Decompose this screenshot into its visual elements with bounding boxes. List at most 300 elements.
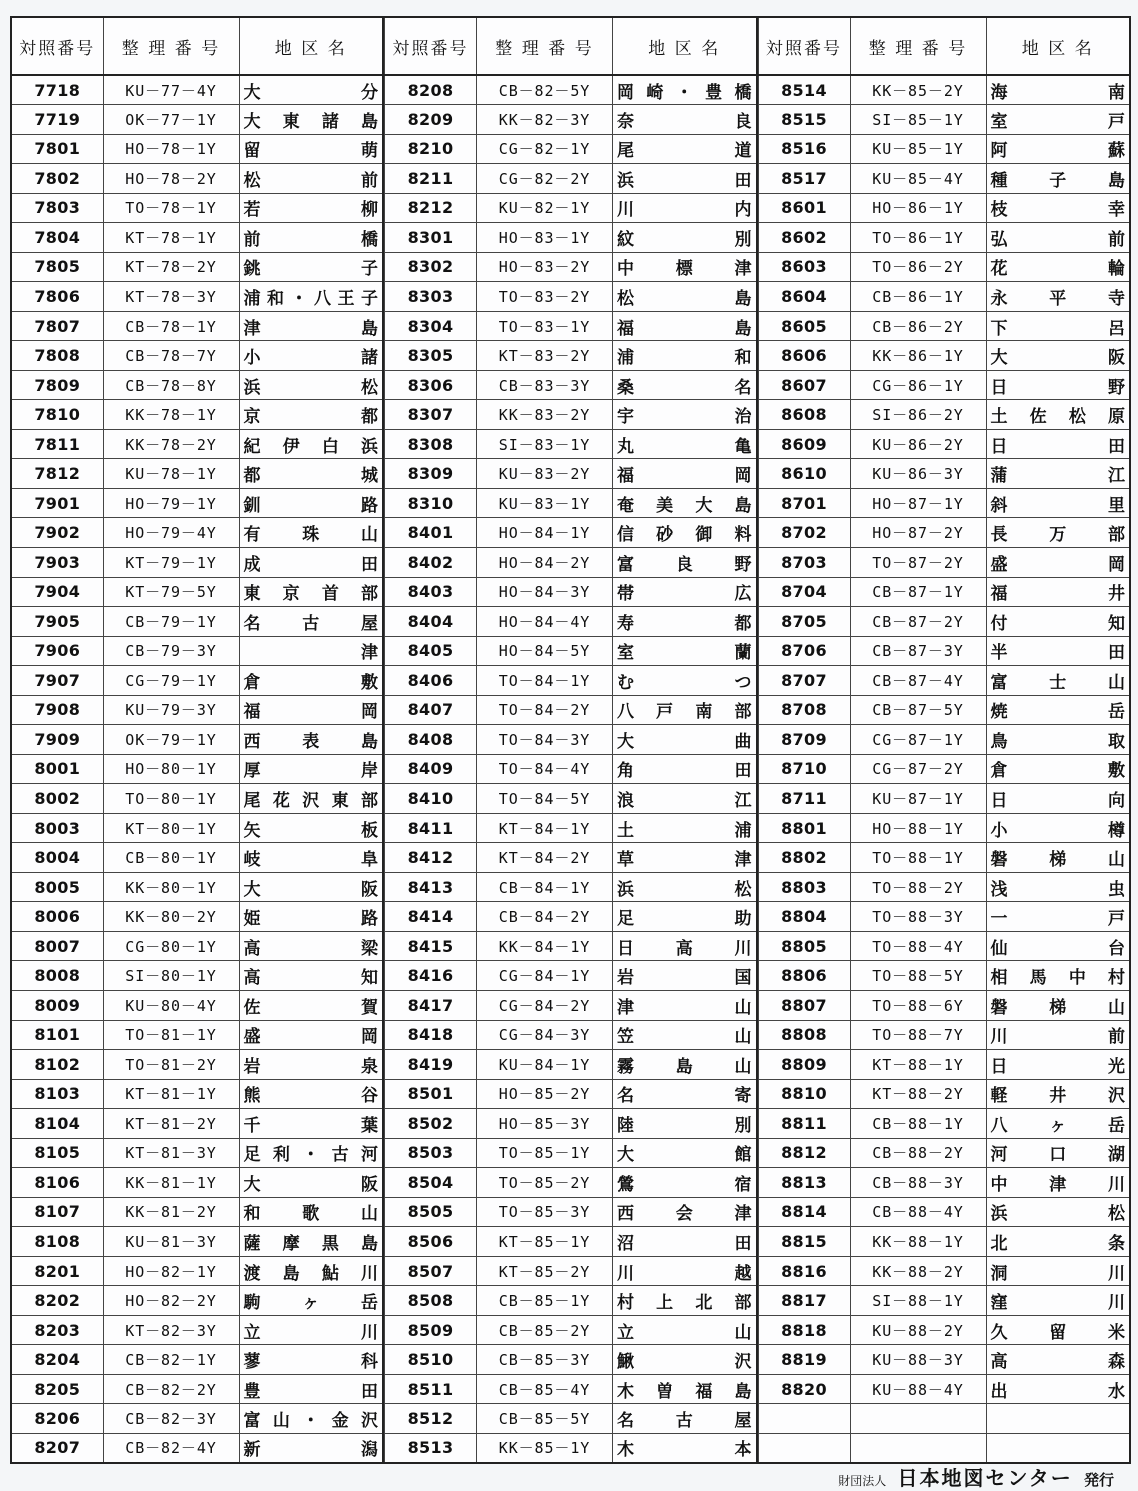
table-row — [385, 134, 757, 164]
area-name-text: 日 野 — [990, 377, 1125, 398]
area-name-text: 前 橋 — [243, 229, 378, 250]
table-row — [11, 636, 383, 666]
table-row — [385, 1050, 757, 1080]
table-row — [385, 990, 757, 1020]
catalog-number: CG－79－1Y — [103, 666, 239, 696]
table-row — [758, 843, 1130, 873]
catalog-number: TO－84－5Y — [477, 784, 613, 814]
catalog-number: CG－84－1Y — [477, 961, 613, 991]
catalog-number: KT－81－2Y — [103, 1109, 239, 1139]
catalog-number: SI－80－1Y — [103, 961, 239, 991]
catalog-number: CB－85－5Y — [477, 1404, 613, 1434]
table-row — [758, 725, 1130, 755]
table-row — [11, 1079, 383, 1109]
table-row — [758, 695, 1130, 725]
area-name-text: 鰍 沢 — [617, 1352, 752, 1373]
catalog-number: TO－88－4Y — [850, 931, 986, 961]
area-name-text: 西 会 津 — [617, 1204, 752, 1225]
area-name — [239, 872, 383, 902]
area-name — [986, 1433, 1130, 1463]
area-name-text: 足 利 ・ 古 河 — [243, 1145, 378, 1166]
catalog-number: KK－85－1Y — [477, 1433, 613, 1463]
area-name — [239, 488, 383, 518]
table-row — [385, 695, 757, 725]
reference-number: 7807 — [11, 311, 103, 341]
table-row — [385, 75, 757, 105]
area-name — [613, 164, 757, 194]
table-row — [385, 1197, 757, 1227]
area-name-text: 中 標 津 — [617, 259, 752, 280]
catalog-number: KU－82－1Y — [477, 193, 613, 223]
area-name — [613, 636, 757, 666]
table-row — [11, 75, 383, 105]
area-name — [239, 223, 383, 253]
reference-number: 8309 — [385, 459, 477, 489]
area-name — [239, 75, 383, 105]
reference-number: 8004 — [11, 843, 103, 873]
table-row — [385, 931, 757, 961]
area-name-text: 名 寄 — [617, 1086, 752, 1107]
area-name — [986, 813, 1130, 843]
table-row — [11, 429, 383, 459]
table-row — [758, 666, 1130, 696]
area-name — [613, 1168, 757, 1198]
catalog-number: KT－78－2Y — [103, 252, 239, 282]
area-name-text: 奈 良 — [617, 111, 752, 132]
area-name — [613, 488, 757, 518]
catalog-number: TO－81－1Y — [103, 1020, 239, 1050]
reference-number: 8511 — [385, 1374, 477, 1404]
catalog-number: TO－84－2Y — [477, 695, 613, 725]
catalog-number: TO－88－2Y — [850, 872, 986, 902]
catalog-number: KU－83－2Y — [477, 459, 613, 489]
table-row — [385, 370, 757, 400]
reference-number: 8709 — [758, 725, 850, 755]
reference-number: 8209 — [385, 105, 477, 135]
catalog-number: KU－83－1Y — [477, 488, 613, 518]
area-name-text: 尾 花 沢 東 部 — [243, 791, 378, 812]
area-name — [239, 134, 383, 164]
table-row — [758, 1138, 1130, 1168]
catalog-number: TO－84－4Y — [477, 754, 613, 784]
table-row — [385, 193, 757, 223]
catalog-number: CB－87－2Y — [850, 607, 986, 637]
table-row — [758, 488, 1130, 518]
reference-number: 7805 — [11, 252, 103, 282]
reference-number: 7903 — [11, 548, 103, 578]
area-name-text: 浅 虫 — [990, 879, 1125, 900]
catalog-number: HO－82－1Y — [103, 1256, 239, 1286]
area-name — [986, 636, 1130, 666]
reference-number: 8703 — [758, 548, 850, 578]
area-name-text: 八 ヶ 岳 — [990, 1115, 1125, 1136]
reference-number: 8403 — [385, 577, 477, 607]
reference-number: 8610 — [758, 459, 850, 489]
area-name — [613, 1404, 757, 1434]
area-name — [613, 990, 757, 1020]
area-name-text: 信 砂 御 料 — [617, 525, 752, 546]
area-name — [986, 341, 1130, 371]
catalog-number: KK－88－2Y — [850, 1256, 986, 1286]
reference-number: 7906 — [11, 636, 103, 666]
reference-number: 8517 — [758, 164, 850, 194]
area-name — [613, 1345, 757, 1375]
reference-number: 7718 — [11, 75, 103, 105]
catalog-number: CG－84－3Y — [477, 1020, 613, 1050]
area-name-text: 磐 梯 山 — [990, 850, 1125, 871]
table-row — [11, 961, 383, 991]
reference-number: 8416 — [385, 961, 477, 991]
area-name — [986, 193, 1130, 223]
table-row — [758, 400, 1130, 430]
catalog-number: HO－85－2Y — [477, 1079, 613, 1109]
area-name — [613, 1197, 757, 1227]
area-name-text: 丸 亀 — [617, 436, 752, 457]
area-name — [986, 961, 1130, 991]
area-name-text: 姫 路 — [243, 909, 378, 930]
catalog-number: TO－84－1Y — [477, 666, 613, 696]
catalog-number: CG－87－1Y — [850, 725, 986, 755]
reference-number: 8807 — [758, 990, 850, 1020]
area-name-text: 立 川 — [243, 1322, 378, 1343]
area-name-text: 種 子 島 — [990, 170, 1125, 191]
area-name-text: 桑 名 — [617, 377, 752, 398]
table-row — [385, 636, 757, 666]
table-row — [385, 1256, 757, 1286]
table-row — [385, 1168, 757, 1198]
table-row — [758, 1345, 1130, 1375]
area-name-text: 大 阪 — [243, 879, 378, 900]
catalog-number: KK－81－2Y — [103, 1197, 239, 1227]
area-name-text: 大 東 諸 島 — [243, 111, 378, 132]
catalog-number: HO－84－5Y — [477, 636, 613, 666]
header-area: 地 区 名 — [613, 17, 757, 75]
table-row — [385, 843, 757, 873]
area-name-text: 和 歌 山 — [243, 1204, 378, 1225]
area-name — [239, 636, 383, 666]
area-name-text: 浜 松 — [617, 879, 752, 900]
reference-number: 8405 — [385, 636, 477, 666]
catalog-number: KU－86－2Y — [850, 429, 986, 459]
reference-number: 8411 — [385, 813, 477, 843]
table-row — [758, 1227, 1130, 1257]
area-name-text: 笠 山 — [617, 1027, 752, 1048]
catalog-number: KK－80－2Y — [103, 902, 239, 932]
reference-number: 7804 — [11, 223, 103, 253]
reference-number: 8408 — [385, 725, 477, 755]
area-name-text: 高 知 — [243, 968, 378, 989]
area-name — [986, 1227, 1130, 1257]
reference-number: 8001 — [11, 754, 103, 784]
area-name — [986, 695, 1130, 725]
area-name-text: 銚 子 — [243, 259, 378, 280]
catalog-number: CB－87－5Y — [850, 695, 986, 725]
area-name — [986, 134, 1130, 164]
reference-number: 8202 — [11, 1286, 103, 1316]
table-row — [758, 577, 1130, 607]
catalog-number: CB－85－3Y — [477, 1345, 613, 1375]
area-name — [613, 341, 757, 371]
table-row — [758, 223, 1130, 253]
header-row — [385, 17, 757, 75]
area-name-text: 半 田 — [990, 643, 1125, 664]
area-name — [986, 1345, 1130, 1375]
reference-number: 8206 — [11, 1404, 103, 1434]
area-name-text: 小 樽 — [990, 820, 1125, 841]
area-name — [986, 754, 1130, 784]
area-name-text: 足 助 — [617, 909, 752, 930]
reference-number: 8509 — [385, 1315, 477, 1345]
reference-number: 8007 — [11, 931, 103, 961]
area-name — [613, 75, 757, 105]
catalog-number: CB－82－2Y — [103, 1374, 239, 1404]
catalog-number: HO－84－4Y — [477, 607, 613, 637]
reference-number: 7809 — [11, 370, 103, 400]
reference-number: 8711 — [758, 784, 850, 814]
reference-number: 8205 — [11, 1374, 103, 1404]
table-row — [385, 1404, 757, 1434]
reference-number: 8414 — [385, 902, 477, 932]
area-name-text: 陸 別 — [617, 1115, 752, 1136]
table-row — [385, 813, 757, 843]
area-name — [239, 1433, 383, 1463]
area-name-text: 千 葉 — [243, 1115, 378, 1136]
area-name-text: 東 京 首 部 — [243, 584, 378, 605]
area-name — [239, 607, 383, 637]
table-row — [11, 370, 383, 400]
area-name — [239, 990, 383, 1020]
reference-number: 8515 — [758, 105, 850, 135]
reference-number: 8706 — [758, 636, 850, 666]
area-name — [986, 429, 1130, 459]
table-row — [11, 311, 383, 341]
area-name-text: 岩 国 — [617, 968, 752, 989]
area-name — [986, 1168, 1130, 1198]
area-name — [239, 1197, 383, 1227]
catalog-number: CB－86－1Y — [850, 282, 986, 312]
catalog-number: HO－87－1Y — [850, 488, 986, 518]
area-name-text: 名 古 屋 — [617, 1411, 752, 1432]
catalog-number: CB－78－8Y — [103, 370, 239, 400]
area-name-text: 立 山 — [617, 1322, 752, 1343]
area-name-text: 大 分 — [243, 82, 378, 103]
reference-number: 8302 — [385, 252, 477, 282]
table-row — [11, 1138, 383, 1168]
area-name-text: 盛 岡 — [243, 1027, 378, 1048]
area-name — [613, 105, 757, 135]
area-name — [239, 105, 383, 135]
table-row — [11, 1227, 383, 1257]
table-row — [11, 902, 383, 932]
catalog-number: KU－84－1Y — [477, 1050, 613, 1080]
reference-number: 8418 — [385, 1020, 477, 1050]
area-name — [239, 725, 383, 755]
table-row — [385, 1079, 757, 1109]
area-name — [986, 518, 1130, 548]
area-name-text: 高 梁 — [243, 938, 378, 959]
area-name — [986, 488, 1130, 518]
header-area: 地 区 名 — [239, 17, 383, 75]
table-row — [758, 931, 1130, 961]
area-name-text: 阿 蘇 — [990, 141, 1125, 162]
area-name — [986, 725, 1130, 755]
catalog-number: TO－85－2Y — [477, 1168, 613, 1198]
reference-number — [758, 1404, 850, 1434]
area-name-text: 出 水 — [990, 1381, 1125, 1402]
area-name — [239, 666, 383, 696]
catalog-number: TO－87－2Y — [850, 548, 986, 578]
table-row — [11, 1168, 383, 1198]
area-name-text: 尾 道 — [617, 141, 752, 162]
area-name — [986, 872, 1130, 902]
catalog-number: KU－78－1Y — [103, 459, 239, 489]
area-name — [613, 961, 757, 991]
area-name-text: 若 柳 — [243, 200, 378, 221]
header-area: 地 区 名 — [986, 17, 1130, 75]
reference-number: 7719 — [11, 105, 103, 135]
catalog-number: CB－82－1Y — [103, 1345, 239, 1375]
reference-number: 7801 — [11, 134, 103, 164]
table-row — [385, 1315, 757, 1345]
catalog-number: CB－84－1Y — [477, 872, 613, 902]
area-name — [239, 1256, 383, 1286]
table-row — [11, 1404, 383, 1434]
area-name — [239, 577, 383, 607]
area-name-text: 有 珠 山 — [243, 525, 378, 546]
area-name-text: 小 諸 — [243, 348, 378, 369]
table-row — [758, 164, 1130, 194]
catalog-number: KU－88－2Y — [850, 1315, 986, 1345]
catalog-number: TO－85－1Y — [477, 1138, 613, 1168]
table-row — [758, 1315, 1130, 1345]
area-name-text: 駒 ヶ 岳 — [243, 1293, 378, 1314]
reference-number: 8708 — [758, 695, 850, 725]
catalog-number: TO－86－1Y — [850, 223, 986, 253]
reference-number: 7802 — [11, 164, 103, 194]
catalog-number: KT－82－3Y — [103, 1315, 239, 1345]
area-name — [613, 1433, 757, 1463]
area-name-text: 沼 田 — [617, 1233, 752, 1254]
table-row — [11, 813, 383, 843]
area-name-text: 焼 岳 — [990, 702, 1125, 723]
reference-number: 8607 — [758, 370, 850, 400]
catalog-number: KT－78－3Y — [103, 282, 239, 312]
area-name — [239, 695, 383, 725]
area-name — [986, 105, 1130, 135]
reference-number: 8106 — [11, 1168, 103, 1198]
catalog-number: SI－83－1Y — [477, 429, 613, 459]
catalog-number: KT－80－1Y — [103, 813, 239, 843]
area-name — [239, 1168, 383, 1198]
reference-number: 8419 — [385, 1050, 477, 1080]
area-name — [613, 754, 757, 784]
table-row — [11, 193, 383, 223]
reference-number: 8604 — [758, 282, 850, 312]
area-name-text: 宇 治 — [617, 407, 752, 428]
table-row — [11, 1315, 383, 1345]
table-row — [11, 931, 383, 961]
catalog-number: KU－87－1Y — [850, 784, 986, 814]
area-name-text: 浜 田 — [617, 170, 752, 191]
reference-number: 8204 — [11, 1345, 103, 1375]
table-row — [385, 459, 757, 489]
catalog-number: KK－82－3Y — [477, 105, 613, 135]
area-name — [986, 1374, 1130, 1404]
reference-number: 8417 — [385, 990, 477, 1020]
area-name-text: 帯 広 — [617, 584, 752, 605]
reference-number: 8603 — [758, 252, 850, 282]
table-row — [758, 311, 1130, 341]
table-row — [758, 548, 1130, 578]
catalog-number: KU－85－1Y — [850, 134, 986, 164]
catalog-number: TO－84－3Y — [477, 725, 613, 755]
area-name — [986, 400, 1130, 430]
area-name — [613, 311, 757, 341]
catalog-number: CB－79－3Y — [103, 636, 239, 666]
table-row — [11, 134, 383, 164]
area-name — [613, 1138, 757, 1168]
area-name-text: 大 曲 — [617, 731, 752, 752]
area-name — [239, 429, 383, 459]
table-row — [385, 164, 757, 194]
reference-number: 8808 — [758, 1020, 850, 1050]
catalog-number: KK－78－1Y — [103, 400, 239, 430]
area-name — [239, 400, 383, 430]
table-row — [385, 784, 757, 814]
catalog-number: KU－88－4Y — [850, 1374, 986, 1404]
reference-number: 8210 — [385, 134, 477, 164]
area-name-text: 大 館 — [617, 1145, 752, 1166]
table-row — [11, 666, 383, 696]
table-row — [385, 666, 757, 696]
header-no: 対照番号 — [11, 17, 103, 75]
table-row — [385, 1020, 757, 1050]
area-name — [239, 1404, 383, 1434]
reference-number: 8810 — [758, 1079, 850, 1109]
area-name — [239, 843, 383, 873]
reference-number: 8609 — [758, 429, 850, 459]
area-name-text: 磐 梯 山 — [990, 997, 1125, 1018]
footer-suffix: 発行 — [1083, 1471, 1114, 1489]
reference-number: 8401 — [385, 518, 477, 548]
area-name-text: 松 前 — [243, 170, 378, 191]
reference-number: 8512 — [385, 1404, 477, 1434]
reference-number: 8503 — [385, 1138, 477, 1168]
area-name-text: 室 戸 — [990, 111, 1125, 132]
reference-number: 8806 — [758, 961, 850, 991]
table-row — [385, 1286, 757, 1316]
reference-number: 7810 — [11, 400, 103, 430]
area-name — [239, 370, 383, 400]
area-name — [613, 607, 757, 637]
catalog-number: TO－83－2Y — [477, 282, 613, 312]
catalog-number: SI－86－2Y — [850, 400, 986, 430]
catalog-number: KU－86－3Y — [850, 459, 986, 489]
reference-number: 8809 — [758, 1050, 850, 1080]
catalog-number: CB－87－4Y — [850, 666, 986, 696]
area-name — [613, 1050, 757, 1080]
catalog-number: TO－78－1Y — [103, 193, 239, 223]
catalog-number: KU－85－4Y — [850, 164, 986, 194]
area-name-text: 福 岡 — [243, 702, 378, 723]
catalog-number: KK－83－2Y — [477, 400, 613, 430]
catalog-number: HO－78－2Y — [103, 164, 239, 194]
table-row — [11, 459, 383, 489]
area-name — [613, 134, 757, 164]
catalog-number: HO－84－3Y — [477, 577, 613, 607]
area-name-text: 津 島 — [243, 318, 378, 339]
table-row — [758, 1050, 1130, 1080]
